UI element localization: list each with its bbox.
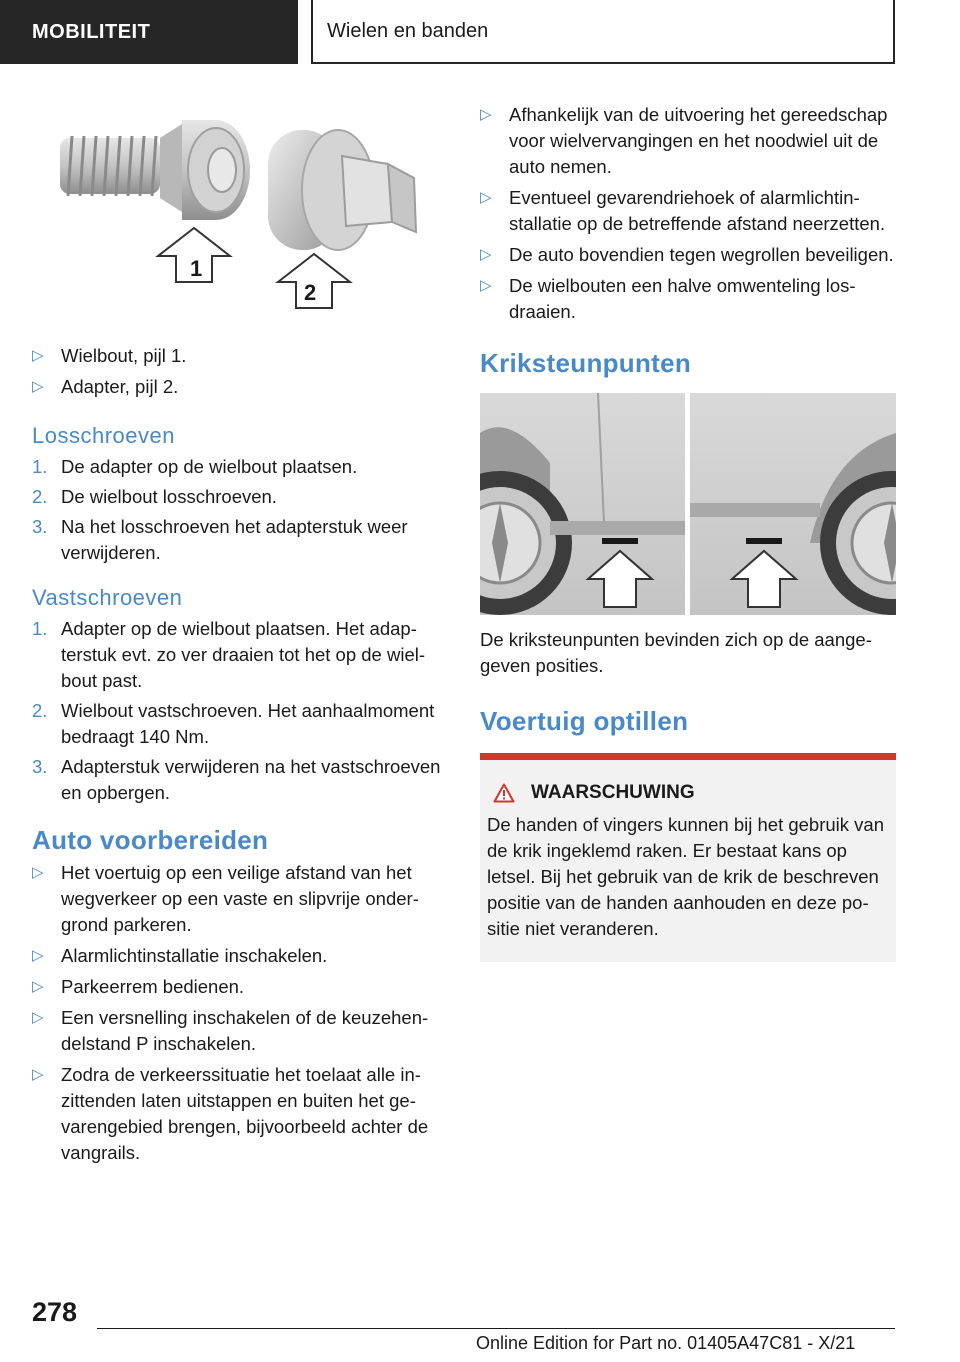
losschroeven-steps xyxy=(32,454,452,566)
bolt-head xyxy=(160,120,250,220)
jack-point-right-panel xyxy=(690,393,896,615)
list-item: ▷ Zodra de verkeerssituatie het toelaat alle inzittenden laten uitstappen en buiten het gevarengebied brengen, bijvoorbeeld achter de vangrails. xyxy=(32,1064,429,1163)
list-item: ▷ Parkeerrem bedienen. xyxy=(32,974,452,1000)
warning-rule xyxy=(480,753,896,760)
list-item: 2. De wielbout losschroeven. xyxy=(32,486,277,507)
triangle-right-outline-icon: ▷ xyxy=(32,947,44,964)
list-item: 3. Na het losschroeven het adapterstuk weer verwijderen. xyxy=(32,516,408,563)
heading-vastschroeven: Vastschroeven xyxy=(32,585,183,610)
auto-voorbereiden-list xyxy=(32,860,452,1166)
triangle-right-outline-icon: ▷ xyxy=(32,864,44,881)
warning-triangle-icon xyxy=(493,783,515,803)
list-item: 3. Adapterstuk verwijderen na het vastschroeven en opbergen. xyxy=(32,756,441,803)
list-item: 1. Adapter op de wielbout plaatsen. Het adapterstuk evt. zo ver draaien tot het op de wielbout past. xyxy=(32,618,426,691)
heading-kriksteunpunten: Kriksteunpunten xyxy=(480,348,692,378)
list-item: ▷ Het voertuig op een veilige afstand van het wegverkeer op een vaste en slipvrije ondergrond parkeren. xyxy=(32,862,419,935)
list-item: ▷ Een versnelling inschakelen of de keuzehendelstand P inschakelen. xyxy=(32,1007,429,1054)
preparation-list-continued xyxy=(480,102,896,325)
right-column xyxy=(480,102,896,962)
jack-points-figure xyxy=(480,393,896,615)
triangle-right-outline-icon: ▷ xyxy=(32,378,44,395)
triangle-right-outline-icon: ▷ xyxy=(480,106,492,123)
warning-title: WAARSCHUWING xyxy=(531,782,695,803)
jack-points-caption: De kriksteunpunten bevinden zich op de aangegeven posities. xyxy=(480,629,872,676)
bolt-thread xyxy=(60,136,160,196)
triangle-right-outline-icon: ▷ xyxy=(32,1066,44,1083)
footer-rule xyxy=(97,1328,895,1329)
header-section: MOBILITEIT xyxy=(0,0,298,64)
list-item: ▷ Alarmlichtinstallatie inschakelen. xyxy=(32,943,452,969)
warning-text: De handen of vingers kunnen bij het gebruik van de krik ingeklemd raken. Er bestaat kans op letsel. Bij het gebruik van de krik de beschreven positie van de handen aanhouden en deze positie niet veranderen. xyxy=(487,814,884,939)
page-number: 278 xyxy=(32,1297,78,1327)
wheel-bolt-adapter-figure xyxy=(32,88,452,310)
arrow-2 xyxy=(278,254,350,308)
list-item: ▷ De wielbouten een halve omwenteling losdraaien. xyxy=(480,275,856,322)
list-item: ▷ Afhankelijk van de uitvoering het gereedschap voor wielvervangingen en het noodwiel uit de auto nemen. xyxy=(480,104,888,177)
vastschroeven-steps xyxy=(32,616,452,806)
triangle-right-outline-icon: ▷ xyxy=(32,347,44,364)
arrow-1 xyxy=(158,228,230,282)
warning-box xyxy=(480,753,896,962)
arrow-2-label: 2 xyxy=(304,280,317,305)
heading-voertuig-optillen: Voertuig optillen xyxy=(480,706,689,736)
adapter xyxy=(268,130,416,250)
list-item: ▷ De auto bovendien tegen wegrollen beveiligen. xyxy=(480,242,896,268)
triangle-right-outline-icon: ▷ xyxy=(32,978,44,995)
left-column xyxy=(32,88,452,1166)
heading-auto-voorbereiden: Auto voorbereiden xyxy=(32,825,269,855)
footer-edition: Online Edition for Part no. 01405A47C81 - X/21 xyxy=(476,1333,856,1353)
arrow-1-label: 1 xyxy=(190,256,203,281)
list-item: 1. De adapter op de wielbout plaatsen. xyxy=(32,456,358,477)
list-item: ▷ Eventueel gevarendriehoek of alarmlichtinstallatie op de betreffende afstand neerzetten. xyxy=(480,187,886,234)
triangle-right-outline-icon: ▷ xyxy=(32,1009,44,1026)
jack-point-left-panel xyxy=(480,393,685,615)
list-item: ▷ Adapter, pijl 2. xyxy=(32,374,452,400)
triangle-right-outline-icon: ▷ xyxy=(480,246,492,263)
header-chapter: Wielen en banden xyxy=(311,0,895,64)
triangle-right-outline-icon: ▷ xyxy=(480,277,492,294)
list-item: 2. Wielbout vastschroeven. Het aanhaalmoment bedraagt 140 Nm. xyxy=(32,700,435,747)
heading-losschroeven: Losschroeven xyxy=(32,423,175,448)
list-item: ▷ Wielbout, pijl 1. xyxy=(32,343,452,369)
triangle-right-outline-icon: ▷ xyxy=(480,189,492,206)
parts-list xyxy=(32,343,452,400)
